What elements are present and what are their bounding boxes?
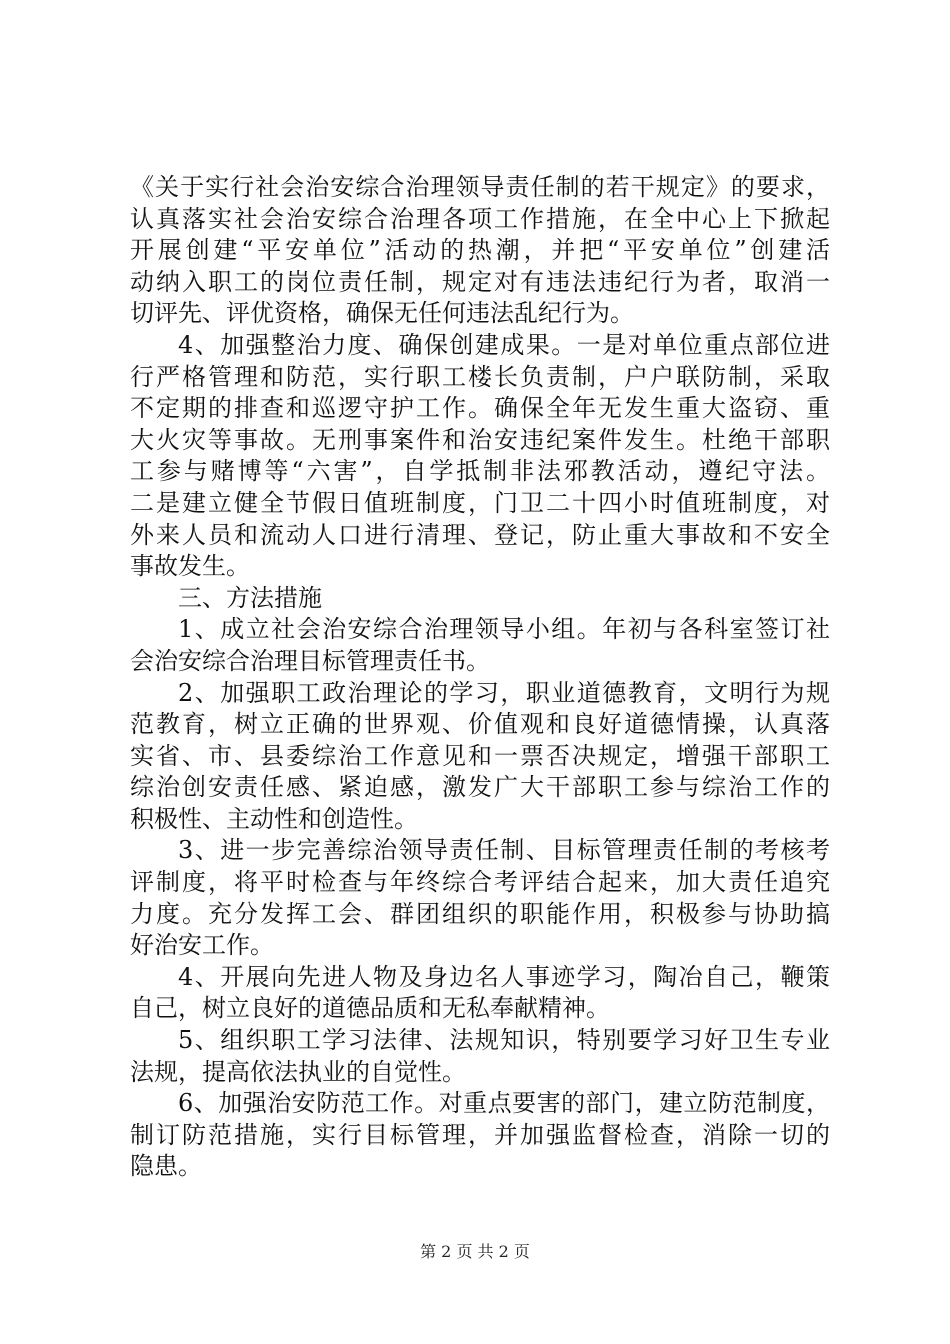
text-line: 动纳入职工的岗位责任制，规定对有违法违纪行为者，取消一 (130, 267, 830, 296)
text-line: 开展创建“平安单位”活动的热潮，并把“平安单位”创建活 (130, 236, 830, 265)
text-line: 事故发生。 (130, 552, 250, 581)
text-line: 三、方法措施 (178, 583, 322, 612)
text-line: 4、加强整治力度、确保创建成果。一是对单位重点部位进 (178, 330, 830, 359)
text-line: 制订防范措施，实行目标管理，并加强监督检查，消除一切的 (130, 1120, 830, 1149)
text-line: 2、加强职工政治理论的学习，职业道德教育，文明行为规 (178, 678, 830, 707)
text-line: 不定期的排查和巡逻守护工作。确保全年无发生重大盗窃、重 (130, 394, 830, 423)
text-line: 大火灾等事故。无刑事案件和治安违纪案件发生。杜绝干部职 (130, 425, 830, 454)
text-line: 会治安综合治理目标管理责任书。 (130, 646, 490, 675)
page-footer: 第 2 页 共 2 页 (420, 1242, 530, 1261)
document-body (130, 172, 830, 1183)
text-line: 6、加强治安防范工作。对重点要害的部门，建立防范制度， (178, 1089, 830, 1118)
text-line: 外来人员和流动人口进行清理、登记，防止重大事故和不安全 (130, 520, 830, 549)
text-line: 实省、市、县委综治工作意见和一票否决规定，增强干部职工 (130, 741, 830, 770)
text-line: 认真落实社会治安综合治理各项工作措施，在全中心上下掀起 (130, 204, 830, 233)
text-line: 《关于实行社会治安综合治理领导责任制的若干规定》的要求， (130, 173, 830, 201)
text-line: 工参与赌博等“六害”，自学抵制非法邪教活动，遵纪守法。 (130, 457, 830, 486)
text-line: 法规，提高依法执业的自觉性。 (130, 1057, 466, 1086)
text-line: 二是建立健全节假日值班制度，门卫二十四小时值班制度，对 (130, 488, 830, 517)
text-line: 4、开展向先进人物及身边名人事迹学习，陶冶自己，鞭策 (178, 962, 830, 991)
text-line: 积极性、主动性和创造性。 (130, 804, 418, 833)
text-line: 行严格管理和防范，实行职工楼长负责制，户户联防制，采取 (130, 362, 830, 391)
text-line: 综治创安责任感、紧迫感，激发广大干部职工参与综治工作的 (130, 773, 830, 802)
text-line: 5、组织职工学习法律、法规知识，特别要学习好卫生专业 (178, 1026, 830, 1055)
text-line: 评制度，将平时检查与年终综合考评结合起来，加大责任追究 (130, 868, 830, 897)
text-line: 3、进一步完善综治领导责任制、目标管理责任制的考核考 (178, 836, 830, 865)
text-line: 隐患。 (130, 1152, 202, 1181)
text-line: 力度。充分发挥工会、群团组织的职能作用，积极参与协助搞 (130, 899, 830, 928)
text-line: 自己，树立良好的道德品质和无私奉献精神。 (130, 994, 610, 1023)
text-line: 1、成立社会治安综合治理领导小组。年初与各科室签订社 (178, 615, 830, 644)
text-line: 切评先、评优资格，确保无任何违法乱纪行为。 (130, 299, 634, 328)
text-line: 好治安工作。 (130, 931, 274, 960)
text-line: 范教育，树立正确的世界观、价值观和良好道德情操，认真落 (130, 710, 830, 739)
